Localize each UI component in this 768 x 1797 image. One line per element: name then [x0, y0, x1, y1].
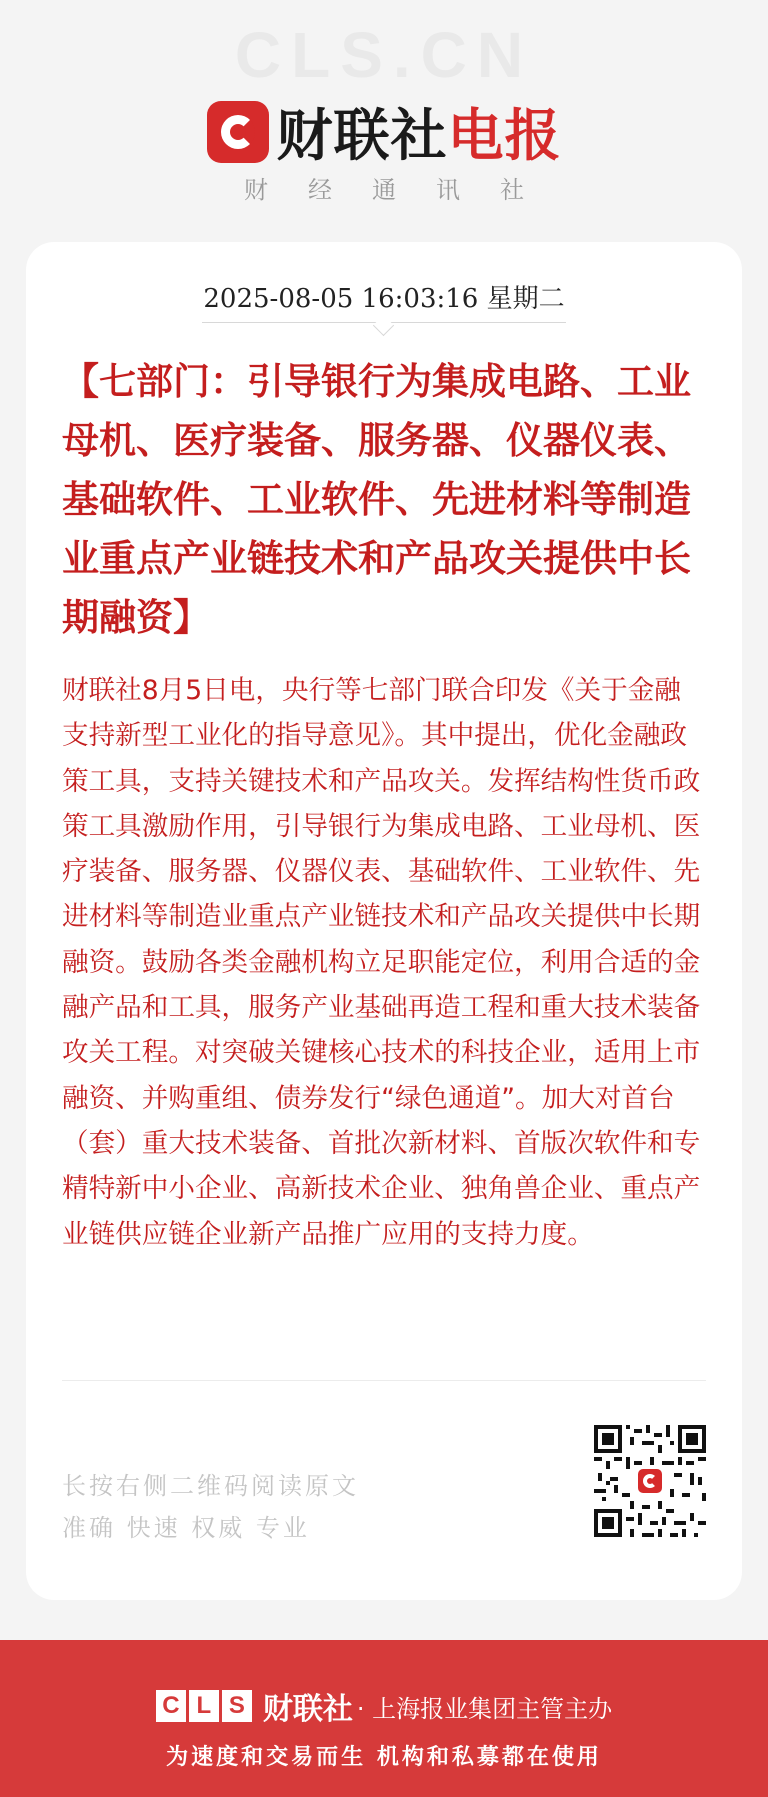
cls-logo-icon [638, 1469, 662, 1493]
cls-letter: S [222, 1690, 252, 1722]
cls-letter: L [189, 1690, 219, 1722]
watermark-text: CLS.CN [234, 19, 534, 91]
brand-header [0, 92, 768, 172]
article-body: 财联社8月5日电，央行等七部门联合印发《关于金融支持新型工业化的指导意见》。其中提出，优化金融政策工具，支持关键技术和产品攻关。发挥结构性货币政策工具激励作用，引导银行为集成电路、工业母机、医疗装备、服务器、仪器仪表、基础软件、工业软件、先进材料等制造业重点产业链技术和产品攻关提供中长期融资。鼓励各类金融机构立足职能定位，利用合适的金融产品和工具，服务产业基础再造工程和重大技术装备攻关工程。对突破关键核心技术的科技企业，适用上市融资、并购重组、债券发行“绿色通道”。加大对首台（套）重大技术装备、首批次新材料、首版次软件和专精特新中小企业、高新技术企业、独角兽企业、重点产业链供应链企业新产品推广应用的支持力度。 [62, 675, 701, 1250]
cls-letter: C [156, 1690, 186, 1722]
brand-name-highlight: 电报 [447, 104, 562, 169]
article-headline: 【七部门：引导银行为集成电路、工业母机、医疗装备、服务器、仪器仪表、基础软件、工业软件、先进材料等制造业重点产业链技术和产品攻关提供中长期融资】 [62, 359, 691, 639]
brand-name: 财联社 [276, 104, 448, 169]
article-timestamp: 2025-08-05 16:03:16 星期二 [203, 284, 565, 314]
qr-code-icon[interactable] [594, 1425, 706, 1537]
banner-brand-row [0, 1684, 768, 1728]
qr-instruction: 长按右侧二维码阅读原文 [62, 1472, 359, 1500]
brand-values: 准确 快速 权威 专业 [62, 1514, 310, 1542]
banner-tagline: · 上海报业集团主管主办 [356, 1694, 613, 1723]
banner-brand-name: 财联社 [262, 1692, 353, 1727]
footer-divider [62, 1380, 706, 1381]
footer-banner [0, 1640, 768, 1797]
banner-slogan: 为速度和交易而生 机构和私募都在使用 [166, 1745, 602, 1770]
brand-subtitle: 财经通讯社 [244, 176, 564, 204]
cls-logo-icon [207, 101, 269, 163]
